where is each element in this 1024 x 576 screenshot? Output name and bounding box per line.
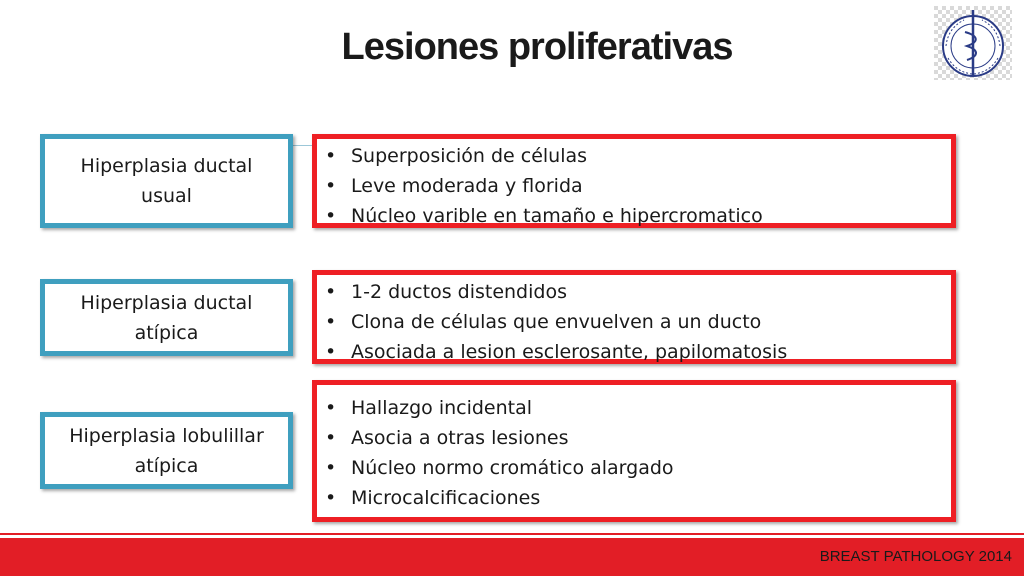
category-label-hiperplasia-ductal-usual [40, 134, 293, 228]
label-line: Hiperplasia lobulillar [69, 424, 264, 447]
category-label-hiperplasia-ductal-atipica [40, 279, 293, 356]
label-line: atípica [134, 454, 199, 477]
list-item: • Leve moderada y florida [317, 171, 951, 201]
label-line: Hiperplasia ductal [80, 155, 253, 177]
features-box-hiperplasia-ductal-atipica [312, 270, 956, 364]
institute-seal-icon [934, 6, 1012, 80]
connector-line [293, 145, 313, 146]
category-label-hiperplasia-lobulillar-atipica [40, 412, 293, 489]
list-item: • Microcalcificaciones [317, 483, 951, 513]
label-line: Hiperplasia ductal [80, 291, 253, 314]
list-item: • Clona de células que envuelven a un ducto [317, 307, 951, 337]
footer-divider [0, 533, 1024, 535]
label-line: usual [141, 185, 192, 207]
list-item: • Asociada a lesion esclerosante, papilomatosis [317, 337, 951, 367]
footer-text: BREAST PATHOLOGY 2014 [819, 548, 1012, 565]
list-item: • 1-2 ductos distendidos [317, 277, 951, 307]
list-item: • Superposición de células [317, 141, 951, 171]
list-item: • Hallazgo incidental [317, 393, 951, 423]
list-item: • Núcleo varible en tamaño e hipercromatico [317, 201, 951, 231]
features-box-hiperplasia-lobulillar-atipica [312, 380, 956, 522]
list-item: • Asocia a otras lesiones [317, 423, 951, 453]
footer-bar [0, 538, 1024, 576]
list-item: • Núcleo normo cromático alargado [317, 453, 951, 483]
features-box-hiperplasia-ductal-usual [312, 134, 956, 228]
label-line: atípica [134, 321, 199, 344]
page-title: Lesiones proliferativas [341, 26, 733, 68]
